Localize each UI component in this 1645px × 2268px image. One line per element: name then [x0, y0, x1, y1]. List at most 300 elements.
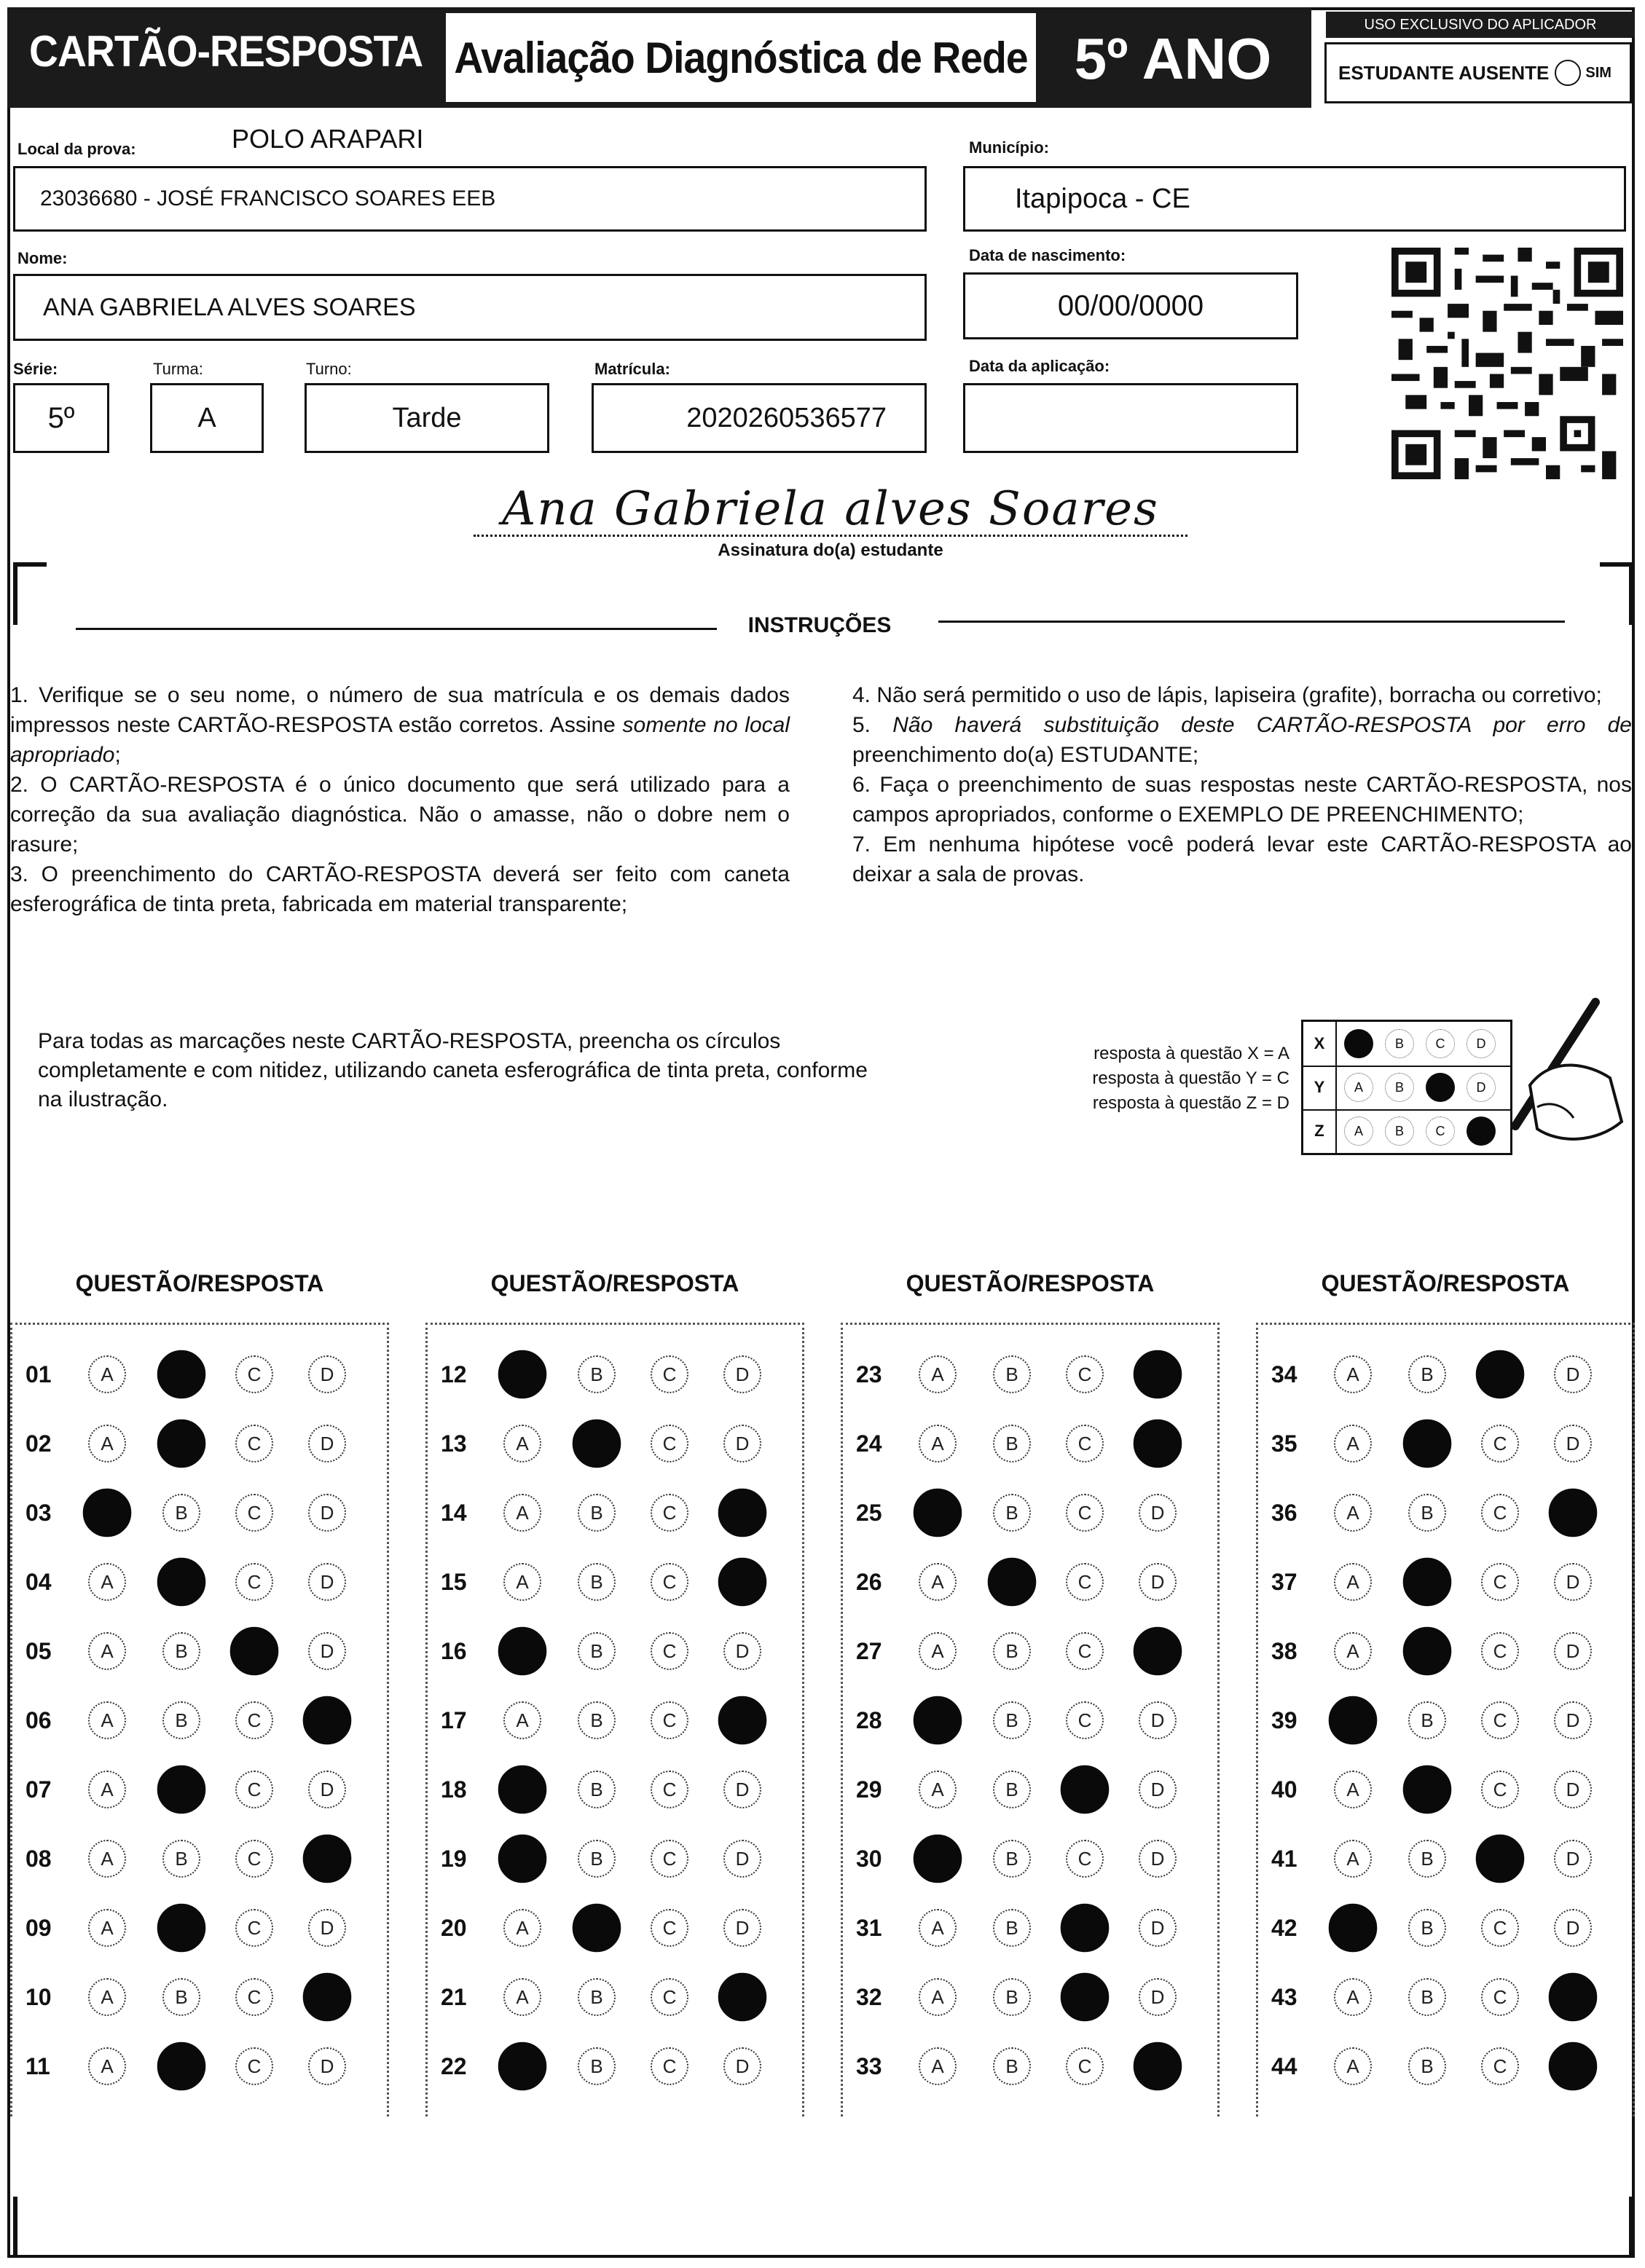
answer-bubble-b[interactable]: B [157, 1420, 206, 1468]
instruction-2: 2. O CARTÃO-RESPOSTA é o único documento que será utilizado para a correção da sua avaliação diagnóstica. Não o amasse, não o dobre nem o rasure; [10, 773, 790, 857]
question-number: 22 [441, 2053, 467, 2079]
question-number: 29 [856, 1776, 882, 1803]
example-option-a: A [1344, 1073, 1373, 1102]
answer-bubble-d[interactable]: D [1139, 1978, 1177, 2016]
signature-caption: Assinatura do(a) estudante [718, 540, 943, 560]
answer-bubble-b[interactable]: B [1408, 1494, 1446, 1532]
answer-row [843, 1698, 1222, 1742]
question-number: 33 [856, 2053, 882, 2079]
corner-mark-bottom-left [13, 2197, 47, 2255]
question-number: 14 [441, 1500, 467, 1526]
answer-bubble-b[interactable]: B [1403, 1765, 1452, 1814]
answer-bubble-b[interactable]: B [993, 1978, 1031, 2016]
answer-bubble-b[interactable]: B [1408, 1978, 1446, 2016]
instruction-1-emphasis: somente no local apropriado [10, 713, 790, 767]
answer-bubble-a[interactable]: A [503, 1909, 541, 1947]
example-label-y: resposta à questão Y = C [1092, 1068, 1289, 1088]
question-number: 31 [856, 1915, 882, 1941]
question-number: 36 [1271, 1500, 1297, 1526]
answer-bubble-c[interactable]: C [235, 1771, 273, 1808]
answer-bubble-b[interactable]: B [993, 2047, 1031, 2085]
answer-bubble-c[interactable]: C [1481, 1425, 1519, 1462]
question-number: 21 [441, 1984, 467, 2010]
answer-bubble-a[interactable]: A [914, 1696, 962, 1745]
answer-bubble-d[interactable]: D [1134, 1350, 1182, 1399]
question-number: 43 [1271, 1984, 1297, 2010]
nascimento-field: 00/00/0000 [963, 272, 1298, 339]
question-number: 20 [441, 1915, 467, 1941]
answer-bubble-b[interactable]: B [157, 1765, 206, 1814]
answer-bubble-b[interactable]: B [578, 1978, 616, 2016]
corner-mark-top-right [1600, 562, 1633, 625]
answer-bubble-d[interactable]: D [718, 1489, 767, 1537]
absent-box [1324, 42, 1632, 103]
turno-field: Tarde [305, 383, 549, 453]
example-option-b: B [1385, 1029, 1414, 1058]
answer-bubble-d[interactable]: D [1554, 1701, 1592, 1739]
answer-bubble-d[interactable]: D [308, 1563, 346, 1601]
answer-bubble-c[interactable]: C [651, 1632, 688, 1670]
answer-bubble-a[interactable]: A [88, 1425, 126, 1462]
answer-bubble-a[interactable]: A [1334, 1840, 1372, 1878]
question-number: 18 [441, 1776, 467, 1803]
answer-bubble-c[interactable]: C [1061, 1904, 1110, 1953]
question-number: 17 [441, 1707, 467, 1733]
answer-bubble-b[interactable]: B [988, 1558, 1037, 1607]
answer-bubble-c[interactable]: C [651, 1978, 688, 2016]
serie-field: 5º [13, 383, 109, 453]
answer-bubble-c[interactable]: C [1481, 1909, 1519, 1947]
answer-bubble-d[interactable]: D [1554, 1840, 1592, 1878]
answer-row [1258, 2044, 1637, 2088]
example-question-label: Y [1303, 1066, 1337, 1109]
answer-bubble-a[interactable]: A [503, 1494, 541, 1532]
answer-bubble-c[interactable]: C [235, 1701, 273, 1739]
absent-checkbox[interactable] [1555, 60, 1581, 86]
answer-bubble-d[interactable]: D [718, 1696, 767, 1745]
answer-row [12, 1629, 391, 1673]
answer-bubble-d[interactable]: D [723, 1840, 761, 1878]
answer-bubble-b[interactable]: B [1403, 1627, 1452, 1676]
answer-bubble-a[interactable]: A [1334, 1425, 1372, 1462]
answer-bubble-c[interactable]: C [651, 1771, 688, 1808]
answer-bubble-a[interactable]: A [1334, 1563, 1372, 1601]
answer-bubble-d[interactable]: D [308, 1494, 346, 1532]
answer-row [843, 1629, 1222, 1673]
grade-label: 5º ANO [1074, 26, 1272, 91]
answer-row [843, 1906, 1222, 1950]
answer-bubble-a[interactable]: A [1334, 1978, 1372, 2016]
answer-bubble-c[interactable]: C [235, 1355, 273, 1393]
question-number: 06 [25, 1707, 52, 1733]
question-number: 39 [1271, 1707, 1297, 1733]
signature-line [474, 535, 1187, 537]
answer-bubble-d[interactable]: D [1134, 2042, 1182, 2091]
answer-bubble-b[interactable]: B [162, 1840, 200, 1878]
answer-bubble-c[interactable]: C [651, 1563, 688, 1601]
answer-bubble-a[interactable]: A [919, 1563, 957, 1601]
instruction-5-end: preenchimento do(a) ESTUDANTE; [852, 743, 1199, 767]
answer-row [1258, 1352, 1637, 1396]
corner-mark-bottom-right [1600, 2197, 1633, 2255]
answer-bubble-b[interactable]: B [162, 1494, 200, 1532]
answer-bubble-c[interactable]: C [235, 1840, 273, 1878]
answer-bubble-c[interactable]: C [235, 1494, 273, 1532]
answer-bubble-c[interactable]: C [1481, 1494, 1519, 1532]
answer-bubble-b[interactable]: B [157, 1904, 206, 1953]
answer-row [12, 1422, 391, 1465]
answer-row [428, 1837, 806, 1881]
question-number: 12 [441, 1361, 467, 1387]
question-number: 16 [441, 1638, 467, 1664]
answer-bubble-b[interactable]: B [993, 1701, 1031, 1739]
answer-row [12, 1560, 391, 1604]
answer-column-3 [841, 1323, 1220, 2117]
answer-bubble-c[interactable]: C [651, 1840, 688, 1878]
instruction-3: 3. O preenchimento do CARTÃO-RESPOSTA deverá ser feito com caneta esferográfica de tinta preta, fabricada em material transparente; [10, 862, 790, 916]
answer-bubble-d[interactable]: D [1554, 1771, 1592, 1808]
answer-bubble-b[interactable]: B [162, 1701, 200, 1739]
answer-bubble-a[interactable]: A [503, 1425, 541, 1462]
instruction-1: 1. Verifique se o seu nome, o número de sua matrícula e os demais dados impressos neste CARTÃO-RESPOSTA estão corretos. Assine [10, 683, 790, 737]
answer-bubble-d[interactable]: D [1139, 1563, 1177, 1601]
answer-bubble-b[interactable]: B [578, 1771, 616, 1808]
answer-row [428, 1768, 806, 1811]
answer-row [428, 2044, 806, 2088]
answer-bubble-b[interactable]: B [993, 1632, 1031, 1670]
answer-bubble-d[interactable]: D [1139, 1840, 1177, 1878]
answer-bubble-b[interactable]: B [578, 1701, 616, 1739]
answer-bubble-c[interactable]: C [1066, 1701, 1104, 1739]
answer-bubble-d[interactable]: D [1554, 1425, 1592, 1462]
answer-bubble-a[interactable]: A [88, 1701, 126, 1739]
answer-bubble-b[interactable]: B [1408, 1840, 1446, 1878]
answer-bubble-d[interactable]: D [723, 2047, 761, 2085]
answer-bubble-d[interactable]: D [1554, 1563, 1592, 1601]
answer-bubble-a[interactable]: A [83, 1489, 132, 1537]
question-number: 32 [856, 1984, 882, 2010]
answer-bubble-d[interactable]: D [723, 1909, 761, 1947]
answer-row [428, 1906, 806, 1950]
question-number: 38 [1271, 1638, 1297, 1664]
answer-bubble-d[interactable]: D [303, 1696, 352, 1745]
answer-bubble-c[interactable]: C [651, 1425, 688, 1462]
answer-row [1258, 1422, 1637, 1465]
answer-row [12, 2044, 391, 2088]
example-option-b: B [1385, 1073, 1414, 1102]
instructions-left [10, 680, 790, 919]
answer-bubble-a[interactable]: A [503, 1701, 541, 1739]
question-number: 30 [856, 1846, 882, 1872]
answer-bubble-c[interactable]: C [1066, 1425, 1104, 1462]
answer-bubble-c[interactable]: C [1066, 2047, 1104, 2085]
answer-row [428, 1422, 806, 1465]
answer-bubble-a[interactable]: A [88, 1563, 126, 1601]
answer-bubble-d[interactable]: D [723, 1632, 761, 1670]
answer-bubble-c[interactable]: C [651, 2047, 688, 2085]
answer-bubble-d[interactable]: D [1549, 1973, 1598, 2022]
answer-bubble-c[interactable]: C [1481, 1563, 1519, 1601]
answer-bubble-a[interactable]: A [914, 1835, 962, 1883]
answer-bubble-d[interactable]: D [1134, 1627, 1182, 1676]
answer-bubble-a[interactable]: A [88, 1978, 126, 2016]
answer-column-1 [10, 1323, 389, 2117]
answer-bubble-c[interactable]: C [1481, 2047, 1519, 2085]
answer-bubble-a[interactable]: A [88, 2047, 126, 2085]
answer-bubble-d[interactable]: D [1134, 1420, 1182, 1468]
answer-bubble-b[interactable]: B [162, 1978, 200, 2016]
answer-bubble-a[interactable]: A [1334, 1771, 1372, 1808]
matricula-label: Matrícula: [594, 360, 670, 378]
corner-mark-top-left [13, 562, 47, 625]
example-option-c: C [1426, 1029, 1455, 1058]
answer-bubble-c[interactable]: C [1066, 1494, 1104, 1532]
answer-bubble-a[interactable]: A [919, 1355, 957, 1393]
example-option-b: B [1385, 1117, 1414, 1146]
answer-bubble-b[interactable]: B [157, 2042, 206, 2091]
answer-bubble-a[interactable]: A [498, 1765, 547, 1814]
municipio-label: Município: [969, 138, 1049, 157]
answer-row [428, 1975, 806, 2019]
answer-bubble-c[interactable]: C [1066, 1563, 1104, 1601]
answer-bubble-d[interactable]: D [308, 1771, 346, 1808]
example-label-x: resposta à questão X = A [1094, 1044, 1289, 1063]
answer-bubble-b[interactable]: B [578, 1355, 616, 1393]
answer-bubble-a[interactable]: A [919, 1632, 957, 1670]
answer-bubble-b[interactable]: B [1403, 1558, 1452, 1607]
answer-bubble-d[interactable]: D [1554, 1632, 1592, 1670]
answer-bubble-d[interactable]: D [308, 1355, 346, 1393]
answer-bubble-c[interactable]: C [1481, 1771, 1519, 1808]
answer-row [12, 1491, 391, 1535]
answer-bubble-c[interactable]: C [1061, 1765, 1110, 1814]
answer-bubble-a[interactable]: A [914, 1489, 962, 1537]
answer-bubble-d[interactable]: D [308, 2047, 346, 2085]
answer-bubble-b[interactable]: B [1408, 1701, 1446, 1739]
answer-bubble-a[interactable]: A [919, 1425, 957, 1462]
question-number: 37 [1271, 1569, 1297, 1595]
answer-bubble-b[interactable]: B [1408, 2047, 1446, 2085]
answer-bubble-a[interactable]: A [498, 1350, 547, 1399]
answer-bubble-d[interactable]: D [723, 1425, 761, 1462]
example-question-label: Z [1303, 1109, 1337, 1153]
nascimento-label: Data de nascimento: [969, 246, 1126, 264]
absent-option-label: SIM [1585, 64, 1611, 81]
question-number: 40 [1271, 1776, 1297, 1803]
answer-row [12, 1698, 391, 1742]
answer-bubble-c[interactable]: C [235, 1563, 273, 1601]
answer-bubble-b[interactable]: B [578, 1494, 616, 1532]
answer-bubble-a[interactable]: A [919, 1978, 957, 2016]
instructions-rule-left [76, 628, 717, 630]
answer-bubble-a[interactable]: A [919, 2047, 957, 2085]
answer-bubble-b[interactable]: B [573, 1904, 621, 1953]
example-labels [1005, 1042, 1289, 1116]
answer-row [843, 2044, 1222, 2088]
answer-bubble-b[interactable]: B [993, 1355, 1031, 1393]
answer-bubble-a[interactable]: A [503, 1563, 541, 1601]
answer-bubble-a[interactable]: A [1334, 1632, 1372, 1670]
answer-bubble-b[interactable]: B [993, 1494, 1031, 1532]
answer-bubble-b[interactable]: B [1408, 1355, 1446, 1393]
answer-bubble-b[interactable]: B [578, 1632, 616, 1670]
answer-bubble-c[interactable]: C [1066, 1840, 1104, 1878]
turno-label: Turno: [306, 360, 352, 378]
answer-bubble-c[interactable]: C [1481, 1632, 1519, 1670]
answer-bubble-b[interactable]: B [578, 1563, 616, 1601]
question-number: 10 [25, 1984, 52, 2010]
answer-row [428, 1560, 806, 1604]
example-option-a: A [1344, 1029, 1373, 1058]
answer-bubble-c[interactable]: C [235, 1425, 273, 1462]
answer-bubble-b[interactable]: B [993, 1771, 1031, 1808]
answer-bubble-a[interactable]: A [498, 1627, 547, 1676]
answer-bubble-d[interactable]: D [723, 1771, 761, 1808]
answer-bubble-c[interactable]: C [1066, 1355, 1104, 1393]
answer-bubble-a[interactable]: A [1329, 1904, 1378, 1953]
answer-bubble-a[interactable]: A [1334, 1494, 1372, 1532]
answer-bubble-c[interactable]: C [230, 1627, 279, 1676]
answer-column-title: QUESTÃO/RESPOSTA [1321, 1270, 1570, 1296]
answer-bubble-d[interactable]: D [1549, 1489, 1598, 1537]
nome-label: Nome: [17, 249, 68, 267]
answer-bubble-b[interactable]: B [993, 1425, 1031, 1462]
answer-bubble-b[interactable]: B [1403, 1420, 1452, 1468]
answer-bubble-a[interactable]: A [498, 2042, 547, 2091]
answer-bubble-b[interactable]: B [993, 1840, 1031, 1878]
answer-column-title: QUESTÃO/RESPOSTA [75, 1270, 324, 1296]
answer-bubble-a[interactable]: A [88, 1355, 126, 1393]
answer-row [1258, 1560, 1637, 1604]
answer-row [12, 1352, 391, 1396]
question-number: 03 [25, 1500, 52, 1526]
answer-bubble-d[interactable]: D [718, 1973, 767, 2022]
question-number: 25 [856, 1500, 882, 1526]
example-label-z: resposta à questão Z = D [1092, 1093, 1289, 1113]
instruction-1-end: ; [114, 743, 121, 767]
answer-row [1258, 1629, 1637, 1673]
question-number: 27 [856, 1638, 882, 1664]
answer-bubble-d[interactable]: D [1554, 1909, 1592, 1947]
answer-bubble-a[interactable]: A [1334, 1355, 1372, 1393]
answer-bubble-b[interactable]: B [162, 1632, 200, 1670]
answer-bubble-a[interactable]: A [919, 1771, 957, 1808]
answer-bubble-c[interactable]: C [651, 1909, 688, 1947]
serie-label: Série: [13, 360, 58, 378]
question-number: 02 [25, 1430, 52, 1457]
matricula-field: 2020260536577 [592, 383, 927, 453]
answer-row [12, 1906, 391, 1950]
answer-bubble-c[interactable]: C [1476, 1350, 1525, 1399]
answer-bubble-b[interactable]: B [1408, 1909, 1446, 1947]
question-number: 05 [25, 1638, 52, 1664]
answer-bubble-c[interactable]: C [1066, 1632, 1104, 1670]
answer-bubble-c[interactable]: C [1061, 1973, 1110, 2022]
question-number: 13 [441, 1430, 467, 1457]
answer-column-4 [1256, 1323, 1635, 2117]
local-label: Local da prova: [17, 140, 136, 158]
answer-bubble-a[interactable]: A [88, 1840, 126, 1878]
instructions-right [852, 680, 1632, 889]
answer-bubble-c[interactable]: C [235, 1978, 273, 2016]
answer-bubble-a[interactable]: A [1334, 2047, 1372, 2085]
answer-bubble-d[interactable]: D [308, 1425, 346, 1462]
answer-bubble-b[interactable]: B [993, 1909, 1031, 1947]
question-number: 11 [25, 2053, 50, 2079]
answer-row [843, 1975, 1222, 2019]
answer-bubble-c[interactable]: C [651, 1494, 688, 1532]
answer-bubble-d[interactable]: D [303, 1835, 352, 1883]
example-question-label: X [1303, 1022, 1337, 1066]
turma-label: Turma: [153, 360, 203, 378]
question-number: 26 [856, 1569, 882, 1595]
example-option-d: D [1467, 1029, 1496, 1058]
nome-field: ANA GABRIELA ALVES SOARES [13, 274, 927, 341]
pen-hand-icon [1486, 998, 1625, 1165]
answer-row [12, 1975, 391, 2019]
answer-row [12, 1768, 391, 1811]
turma-field: A [150, 383, 264, 453]
answer-bubble-d[interactable]: D [308, 1909, 346, 1947]
answer-bubble-d[interactable]: D [1549, 2042, 1598, 2091]
card-title: CARTÃO-RESPOSTA [29, 27, 423, 76]
answer-row [843, 1352, 1222, 1396]
question-number: 19 [441, 1846, 467, 1872]
answer-column-title: QUESTÃO/RESPOSTA [490, 1270, 739, 1296]
student-signature: Ana Gabriela alves Soares [502, 482, 1159, 536]
answer-bubble-c[interactable]: C [1476, 1835, 1525, 1883]
answer-bubble-a[interactable]: A [919, 1909, 957, 1947]
answer-bubble-a[interactable]: A [503, 1978, 541, 2016]
answer-bubble-d[interactable]: D [1139, 1771, 1177, 1808]
answer-row [843, 1837, 1222, 1881]
example-option-c: C [1426, 1073, 1455, 1102]
answer-bubble-d[interactable]: D [1554, 1355, 1592, 1393]
answer-bubble-b[interactable]: B [157, 1350, 206, 1399]
answer-bubble-d[interactable]: D [303, 1973, 352, 2022]
answer-bubble-c[interactable]: C [1481, 1701, 1519, 1739]
answer-bubble-a[interactable]: A [88, 1909, 126, 1947]
aplicacao-field[interactable] [963, 383, 1298, 453]
answer-bubble-c[interactable]: C [235, 1909, 273, 1947]
question-number: 23 [856, 1361, 882, 1387]
answer-bubble-d[interactable]: D [308, 1632, 346, 1670]
question-number: 41 [1271, 1846, 1297, 1872]
answer-bubble-b[interactable]: B [578, 1840, 616, 1878]
answer-bubble-c[interactable]: C [651, 1701, 688, 1739]
answer-bubble-a[interactable]: A [1329, 1696, 1378, 1745]
answer-bubble-d[interactable]: D [723, 1355, 761, 1393]
answer-bubble-d[interactable]: D [718, 1558, 767, 1607]
answer-bubble-d[interactable]: D [1139, 1701, 1177, 1739]
qr-code-icon [1391, 248, 1623, 479]
answer-bubble-d[interactable]: D [1139, 1494, 1177, 1532]
answer-bubble-c[interactable]: C [235, 2047, 273, 2085]
answer-bubble-a[interactable]: A [88, 1771, 126, 1808]
answer-bubble-c[interactable]: C [1481, 1978, 1519, 2016]
answer-bubble-b[interactable]: B [573, 1420, 621, 1468]
answer-bubble-b[interactable]: B [157, 1558, 206, 1607]
example-grid [1301, 1020, 1512, 1155]
question-number: 44 [1271, 2053, 1297, 2079]
answer-bubble-c[interactable]: C [651, 1355, 688, 1393]
question-number: 01 [25, 1361, 52, 1387]
answer-bubble-a[interactable]: A [88, 1632, 126, 1670]
answer-bubble-d[interactable]: D [1139, 1909, 1177, 1947]
instruction-5: 5. [852, 713, 893, 737]
answer-bubble-b[interactable]: B [578, 2047, 616, 2085]
answer-bubble-a[interactable]: A [498, 1835, 547, 1883]
